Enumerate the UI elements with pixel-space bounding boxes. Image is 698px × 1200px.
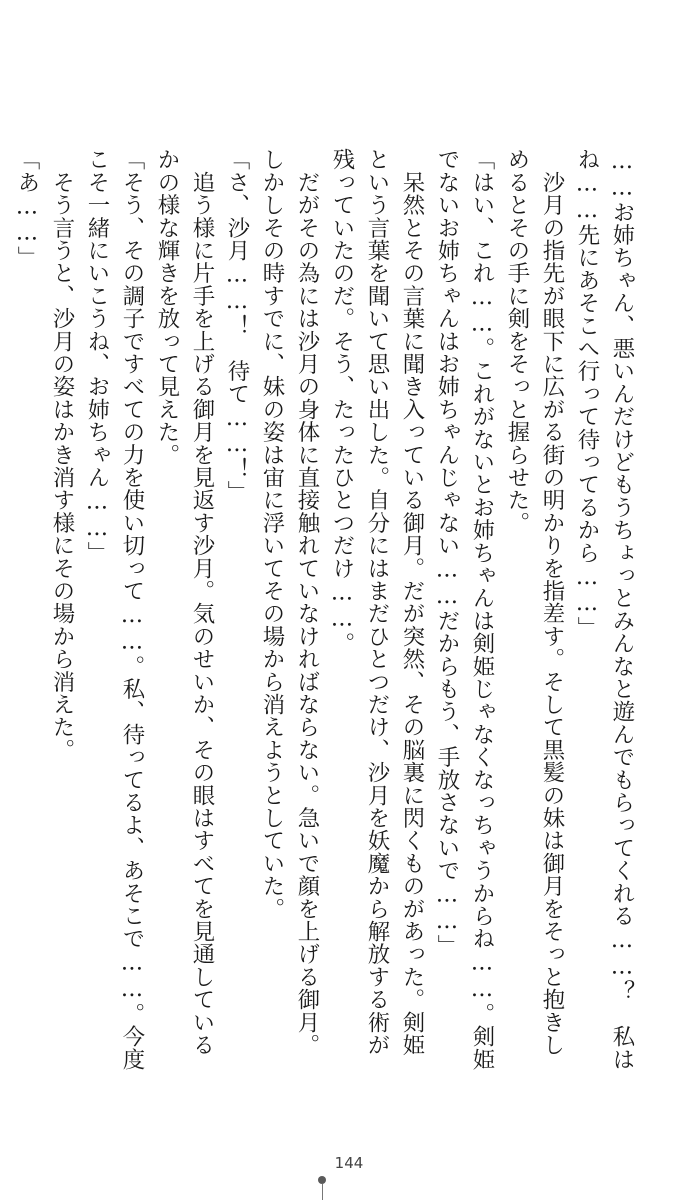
text-line: 残っていたのだ。そう、たったひとつだけ……。 [329,148,355,655]
text-line: そう言うと、沙月の姿はかき消す様にその場から消えた。 [49,148,75,761]
text-line: だがその為には沙月の身体に直接触れていなければならない。急いで顔を上げる御月。 [294,148,320,1056]
text-line: 呆然とその言葉に聞き入っている御月。だが突然、その脳裏に閃くものがあった。剣姫 [399,148,425,1056]
text-line: 沙月の指先が眼下に広がる街の明かりを指差す。そして黒髪の妹は御月をそっと抱きし [539,148,565,1056]
page-marker-icon [318,1176,326,1200]
text-line: ……お姉ちゃん、悪いんだけどもうちょっとみんなと遊んでもらってくれる……？ 私は [609,148,635,1071]
text-line: 「はい、これ……。これがないとお姉ちゃんは剣姫じゃなくなっちゃうからね……。剣姫 [469,148,495,1071]
page-number: 144 [334,1154,364,1172]
text-line: ね……先にあそこへ行って待ってるから……」 [574,148,600,640]
text-line: という言葉を聞いて思い出した。自分にはまだひとつだけ、沙月を妖魔から解放する術が [364,148,390,1056]
text-line: 「さ、沙月……！ 待て……！」 [224,148,250,503]
text-line: でないお姉ちゃんはお姉ちゃんじゃない……だからもう、手放さないで……」 [434,148,460,957]
text-line: こそ一緒にいこうね、お姉ちゃん……」 [84,148,110,564]
text-line: めるとその手に剣をそっと握らせた。 [504,148,530,534]
text-line: かの様な輝きを放って見えた。 [154,148,180,466]
text-line: 「あ……」 [14,148,40,269]
text-line: 追う様に片手を上げる御月を見返す沙月。気のせいか、その眼はすべてを見通している [189,148,215,1056]
text-line: しかしその時すでに、妹の姿は宙に浮いてその場から消えようとしていた。 [259,148,285,920]
text-line: 「そう、その調子ですべての力を使い切って……。私、待ってるよ、あそこで……。今度 [119,148,145,1071]
